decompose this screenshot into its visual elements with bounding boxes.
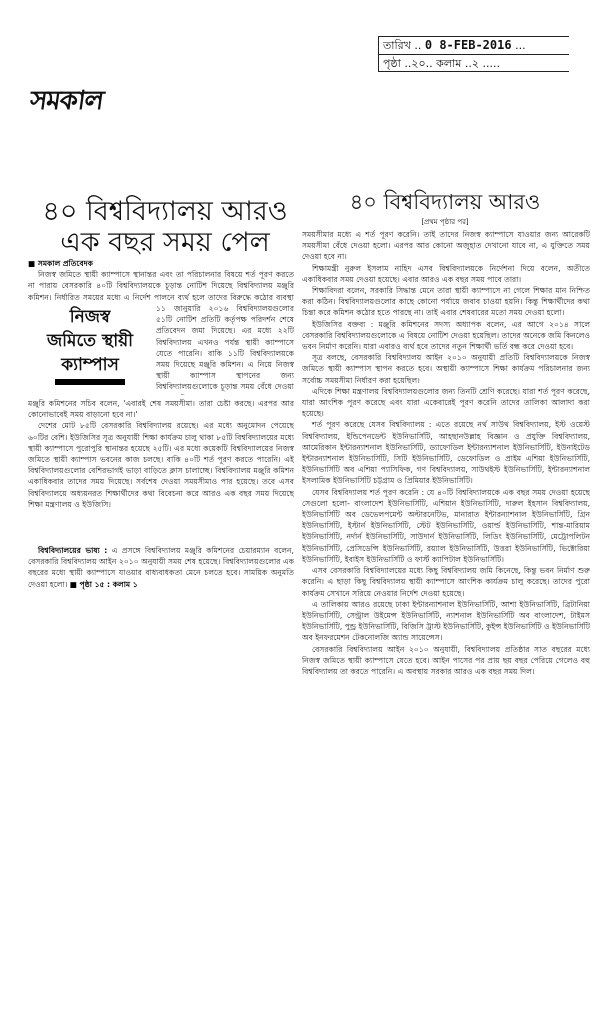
right-column-body	[302, 229, 590, 985]
continued-from-label: [প্রথম পৃষ্ঠার পর]	[421, 218, 469, 226]
sidebar-heading-box	[30, 305, 150, 395]
decorative-bar	[55, 379, 125, 385]
body-paragraph: ইউজিসির বক্তব্য : মঞ্জুরি কমিশনের সদস্য অধ্যাপক বলেন, এর আগে ২০১৪ সালে বেসরকারি বিশ্ববিদ্যালয়গুলোকে এ বিষয়ে নোটিশ দেওয়া হয়েছিল। তাদের অনেকে জমি কিনলেও ভবন নির্মাণ করেনি। যারা এবারও ব্যর্থ হবে তাদের নতুন শিক্ষার্থী ভর্তি বন্ধ করে দেওয়া হবে।	[302, 319, 590, 352]
left-column-sub-section	[28, 545, 294, 607]
body-paragraph: সূত্র বলছে, বেসরকারি বিশ্ববিদ্যালয় আইন ২০১০ অনুযায়ী প্রতিটি বিশ্ববিদ্যালয়কে নিজস্ব জমিতে স্থায়ী ক্যাম্পাস স্থাপন করতে হবে। অস্থায়ী ক্যাম্পাসে শিক্ষা কার্যক্রম পরিচালনার জন্য সর্বোচ্চ সময়সীমা নির্ধারণ করা হয়েছিল।	[302, 353, 590, 385]
stamp-column: ২	[471, 57, 479, 70]
body-paragraph: শিক্ষাবিদরা বলেন, সরকারি সিদ্ধান্ত মেনে তারা স্থায়ী ক্যাম্পাসে না গেলে শিক্ষার মান নিশ্চিত করা কঠিন। বিশ্ববিদ্যালয়গুলোর কাছে কোনো পর্যায়ে জবাব চাওয়া হয়নি। কিন্তু শিক্ষার্থীদের কথা চিন্তা করে কমিশন কঠোর হতে পারছে না। তাই এবার শেষবারের মতো সময় দেওয়া হলো।	[302, 286, 590, 318]
body-paragraph: বেসরকারি বিশ্ববিদ্যালয় আইন ২০১০ অনুযায়ী, বিশ্ববিদ্যালয় প্রতিষ্ঠার সাত বছরের মধ্যে নিজস্ব জমিতে স্থায়ী ক্যাম্পাসে যেতে হবে। আইন পাসের পর প্রায় ছয় বছর পেরিয়ে গেলেও বহু বিশ্ববিদ্যালয় তা করতে পারেনি। এ অবস্থায় সরকার আরও এক বছর সময় দিল।	[302, 644, 590, 676]
article-intro	[28, 258, 294, 302]
side-paragraph: ১১ জানুয়ারি ২০১৬ বিশ্ববিদ্যালয়গুলোর ৫১টি নোটিশ প্রতিটি কর্তৃপক্ষ পরিদর্শন শেষে প্রতিবেদন জমা দিয়েছে। এর মধ্যে ২২টি বিশ্ববিদ্যালয় এখনও পর্যন্ত স্থায়ী ক্যাম্পাসে যেতে পারেনি। বাকি ১১টি বিশ্ববিদ্যালয়কে সময় দিয়েছে মঞ্জুরি কমিশন। এ নিয়ে নিজস্ব স্থায়ী ক্যাম্পাস স্থাপনের জন্য বিশ্ববিদ্যালয়গুলোকে চূড়ান্ত সময় বেঁধে দেওয়া	[156, 304, 294, 392]
stamp-page: ২০	[411, 57, 426, 70]
body-paragraph: দেশের মোট ৮৫টি বেসরকারি বিশ্ববিদ্যালয় রয়েছে। এর মধ্যে অনুমোদন পেয়েছে ৬০টির বেশি। ইউজিসির সূত্র অনুযায়ী শিক্ষা কার্যক্রম চালু থাকা ৮৫টি বিশ্ববিদ্যালয়ের মধ্যে স্থায়ী ক্যাম্পাসে পুরোপুরি স্থানান্তর হয়েছে ২৫টি। এর মধ্যে কয়েকটি বিশ্ববিদ্যালয়ের নিজস্ব জমিতে স্থায়ী ক্যাম্পাস ভবনের কাজ চলছে। বাকি ৪০টি শর্ত পূরণ করতে পারেনি। এই বিশ্ববিদ্যালয়গুলোর বেশিরভাগই ভাড়া বাড়িতে ক্লাস চালাচ্ছে। বিশ্ববিদ্যালয় মঞ্জুরি কমিশন একাধিকবার তাদের সময় দিয়েছে। সর্বশেষ দেওয়া সময়সীমাও পার হয়েছে। তবে এসব বিশ্ববিদ্যালয়ে অধ্যয়নরত শিক্ষার্থীদের কথা বিবেচনা করে আরও এক বছর সময় দিয়েছে শিক্ষা মন্ত্রণালয় ও ইউজিসি।	[28, 421, 294, 509]
body-paragraph: শর্ত পূরণ করেছে যেসব বিশ্ববিদ্যালয় : এতে রয়েছে নর্থ সাউথ বিশ্ববিদ্যালয়, ইস্ট ওয়েস্ট বিশ্ববিদ্যালয়, ইন্ডিপেনডেন্ট ইউনিভার্সিটি, আহছানউল্লাহ বিজ্ঞান ও প্রযুক্তি বিশ্ববিদ্যালয়, আমেরিকান ইন্টারন্যাশনাল ইউনিভার্সিটি, ড্যাফোডিল ইন্টারন্যাশনাল ইউনিভার্সিটি, ইউনাইটেড ইন্টারন্যাশনাল ইউনিভার্সিটি, সিটি ইউনিভার্সিটি, ডেফোডিল ও প্রাইম এশিয়া ইউনিভার্সিটি, ইউনিভার্সিটি অব এশিয়া প্যাসিফিক, গণ বিশ্ববিদ্যালয়, সাউথইস্ট ইউনিভার্সিটি, ইন্টারন্যাশনাল ইসলামিক ইউনিভার্সিটি চট্টগ্রাম ও প্রিমিয়ার ইউনিভার্সিটি।	[302, 420, 590, 486]
headline-line-1: ৪০ বিশ্ববিদ্যালয় আরও	[42, 196, 288, 227]
stamp-page-row: পৃষ্ঠা ..২০.. কলাম ..২ .....	[383, 57, 500, 70]
stamp-column-label: কলাম	[436, 57, 462, 70]
body-paragraph: এ তালিকায় আরও রয়েছে ঢাকা ইন্টারন্যাশনাল ইউনিভার্সিটি, আশা ইউনিভার্সিটি, ব্রিটানিয়া ইউনিভার্সিটি, সেন্ট্রাল উইমেন্স ইউনিভার্সিটি, ন্যাশনাল ইউনিভার্সিটি অব বাংলাদেশ, টাইমস ইউনিভার্সিটি, পুন্ড্র ইউনিভার্সিটি, বিজিসি ট্রাস্ট ইউনিভার্সিটি, কুইন্স ইউনিভার্সিটি ও ইউনিভার্সিটি অব ইনফরমেশন টেকনোলজি অ্যান্ড সায়েন্সেস।	[302, 599, 590, 643]
stamp-date-row: তারিখ .. 0 8-FEB-2016 ...	[379, 37, 569, 55]
box-title-line: নিজস্ব	[69, 307, 111, 327]
body-paragraph: সময়সীমার মধ্যে এ শর্ত পূরণ করেনি। তাই তাদের নিজস্ব ক্যাম্পাসে যাওয়ার জন্য আরেকটি সময়সীমা বেঁধে দেওয়া হলো। এরপর আর কোনো অজুহাত দেখানো যাবে না, এ যুক্তিতে সময় দেওয়া হবে না।	[302, 230, 590, 262]
body-paragraph: এসব বেসরকারি বিশ্ববিদ্যালয়ের মধ্যে কিছু বিশ্ববিদ্যালয় জমি কিনেছে, কিন্তু ভবন নির্মাণ শুরু করেনি। এ ছাড়া কিছু বিশ্ববিদ্যালয় স্থায়ী ক্যাম্পাসে আংশিক কার্যক্রম চালু করেছে। তাদের পুরো কার্যক্রম সেখানে সরিয়ে নেওয়ার নির্দেশ দেওয়া হয়েছে।	[302, 566, 590, 598]
stamp-date: 0 8-FEB-2016	[424, 38, 512, 52]
continuation-headline: ৪০ বিশ্ববিদ্যালয় আরও	[349, 190, 541, 214]
newspaper-masthead: সমকাল	[28, 86, 105, 116]
continued-on-link: ■ পৃষ্ঠা ১৫ : কলাম ১	[69, 579, 138, 589]
sub-heading: বিশ্ববিদ্যালয়ের ভাষ্য :	[38, 546, 108, 555]
box-side-text	[156, 303, 294, 395]
archive-stamp	[378, 36, 569, 72]
body-paragraph: শিক্ষামন্ত্রী নুরুল ইসলাম নাহিদ এসব বিশ্ববিদ্যালয়কে নির্দেশনা দিয়ে বলেন, অতীতে একাধিকবার সময় দেওয়া হয়েছে। এবার আরও এক বছর সময় পাবে তারা।	[302, 263, 590, 284]
byline: ■ সমকাল প্রতিবেদক	[28, 259, 93, 268]
body-paragraph: এদিকে শিক্ষা মন্ত্রণালয় বিশ্ববিদ্যালয়গুলোর জন্য তিনটি শ্রেণি করেছে। যারা শর্ত পূরণ করেছে, যারা আংশিক পূরণ করেছে এবং যারা একেবারেই পূরণ করেনি তাদের তালিকা আলাদা করা হয়েছে।	[302, 386, 590, 419]
stamp-date-label: তারিখ	[383, 39, 411, 52]
intro-paragraph: নিজস্ব জমিতে স্থায়ী ক্যাম্পাসে স্থানান্তর এবং তা পরিচালনার বিষয়ে শর্ত পূরণ করতে না পারায় বেসরকারি ৪০টি বিশ্ববিদ্যালয়কে চূড়ান্ত নোটিশ দিয়েছে বিশ্ববিদ্যালয় মঞ্জুরি কমিশন। নির্ধারিত সময়ের মধ্যে এ নির্দেশ পালনে ব্যর্থ হলে তাদের বিরুদ্ধে কঠোর ব্যবস্থা	[28, 270, 294, 302]
sub-paragraph: এ প্রসঙ্গে বিশ্ববিদ্যালয় মঞ্জুরি কমিশনের চেয়ারম্যান বলেন, বেসরকারি বিশ্ববিদ্যালয় আইন ২০১০ অনুযায়ী সময় শেষ হয়েছে। বিশ্ববিদ্যালয়গুলোর এক বছরের মধ্যে স্থায়ী ক্যাম্পাসে যাওয়ার বাধ্যবাধকতা মেনে চলতে হবে। সাময়িক অনুমতি দেওয়া হলো।	[28, 546, 294, 589]
box-title-line: ক্যাম্পাস	[61, 355, 119, 375]
stamp-page-label: পৃষ্ঠা	[383, 57, 401, 70]
headline	[40, 196, 290, 258]
body-paragraph: যেসব বিশ্ববিদ্যালয় শর্ত পূরণ করেনি : যে ৪০টি বিশ্ববিদ্যালয়কে এক বছর সময় দেওয়া হয়েছে সেগুলো হলো- বাংলাদেশ ইউনিভার্সিটি, এশিয়ান ইউনিভার্সিটি, দারুল ইহসান বিশ্ববিদ্যালয়, ইউনিভার্সিটি অব ডেভেলপমেন্ট অল্টারনেটিভ, মানারাত ইন্টারন্যাশনাল ইউনিভার্সিটি, গ্রিন ইউনিভার্সিটি, ইস্টার্ন ইউনিভার্সিটি, স্টেট ইউনিভার্সিটি, ওয়ার্ল্ড ইউনিভার্সিটি, শান্ত-মারিয়াম ইউনিভার্সিটি, নর্দার্ন ইউনিভার্সিটি, সাউদার্ন ইউনিভার্সিটি, লিডিং ইউনিভার্সিটি, মেট্রোপলিটন ইউনিভার্সিটি, প্রেসিডেন্সি ইউনিভার্সিটি, রয়্যাল ইউনিভার্সিটি, উত্তরা ইউনিভার্সিটি, ভিক্টোরিয়া ইউনিভার্সিটি, ইবাইস ইউনিভার্সিটি ও ফার্স্ট ক্যাপিটাল ইউনিভার্সিটি।	[302, 487, 590, 564]
headline-line-2: এক বছর সময় পেল	[60, 227, 270, 259]
body-paragraph: মঞ্জুরি কমিশনের সচিব বলেন, 'এবারই শেষ সময়সীমা। তারা চেষ্টা করছে। এরপর আর কোনোভাবেই সময় বাড়ানো হবে না।'	[28, 399, 294, 420]
box-title-line: জমিতে স্থায়ী	[46, 331, 134, 351]
left-column-body	[28, 398, 294, 543]
